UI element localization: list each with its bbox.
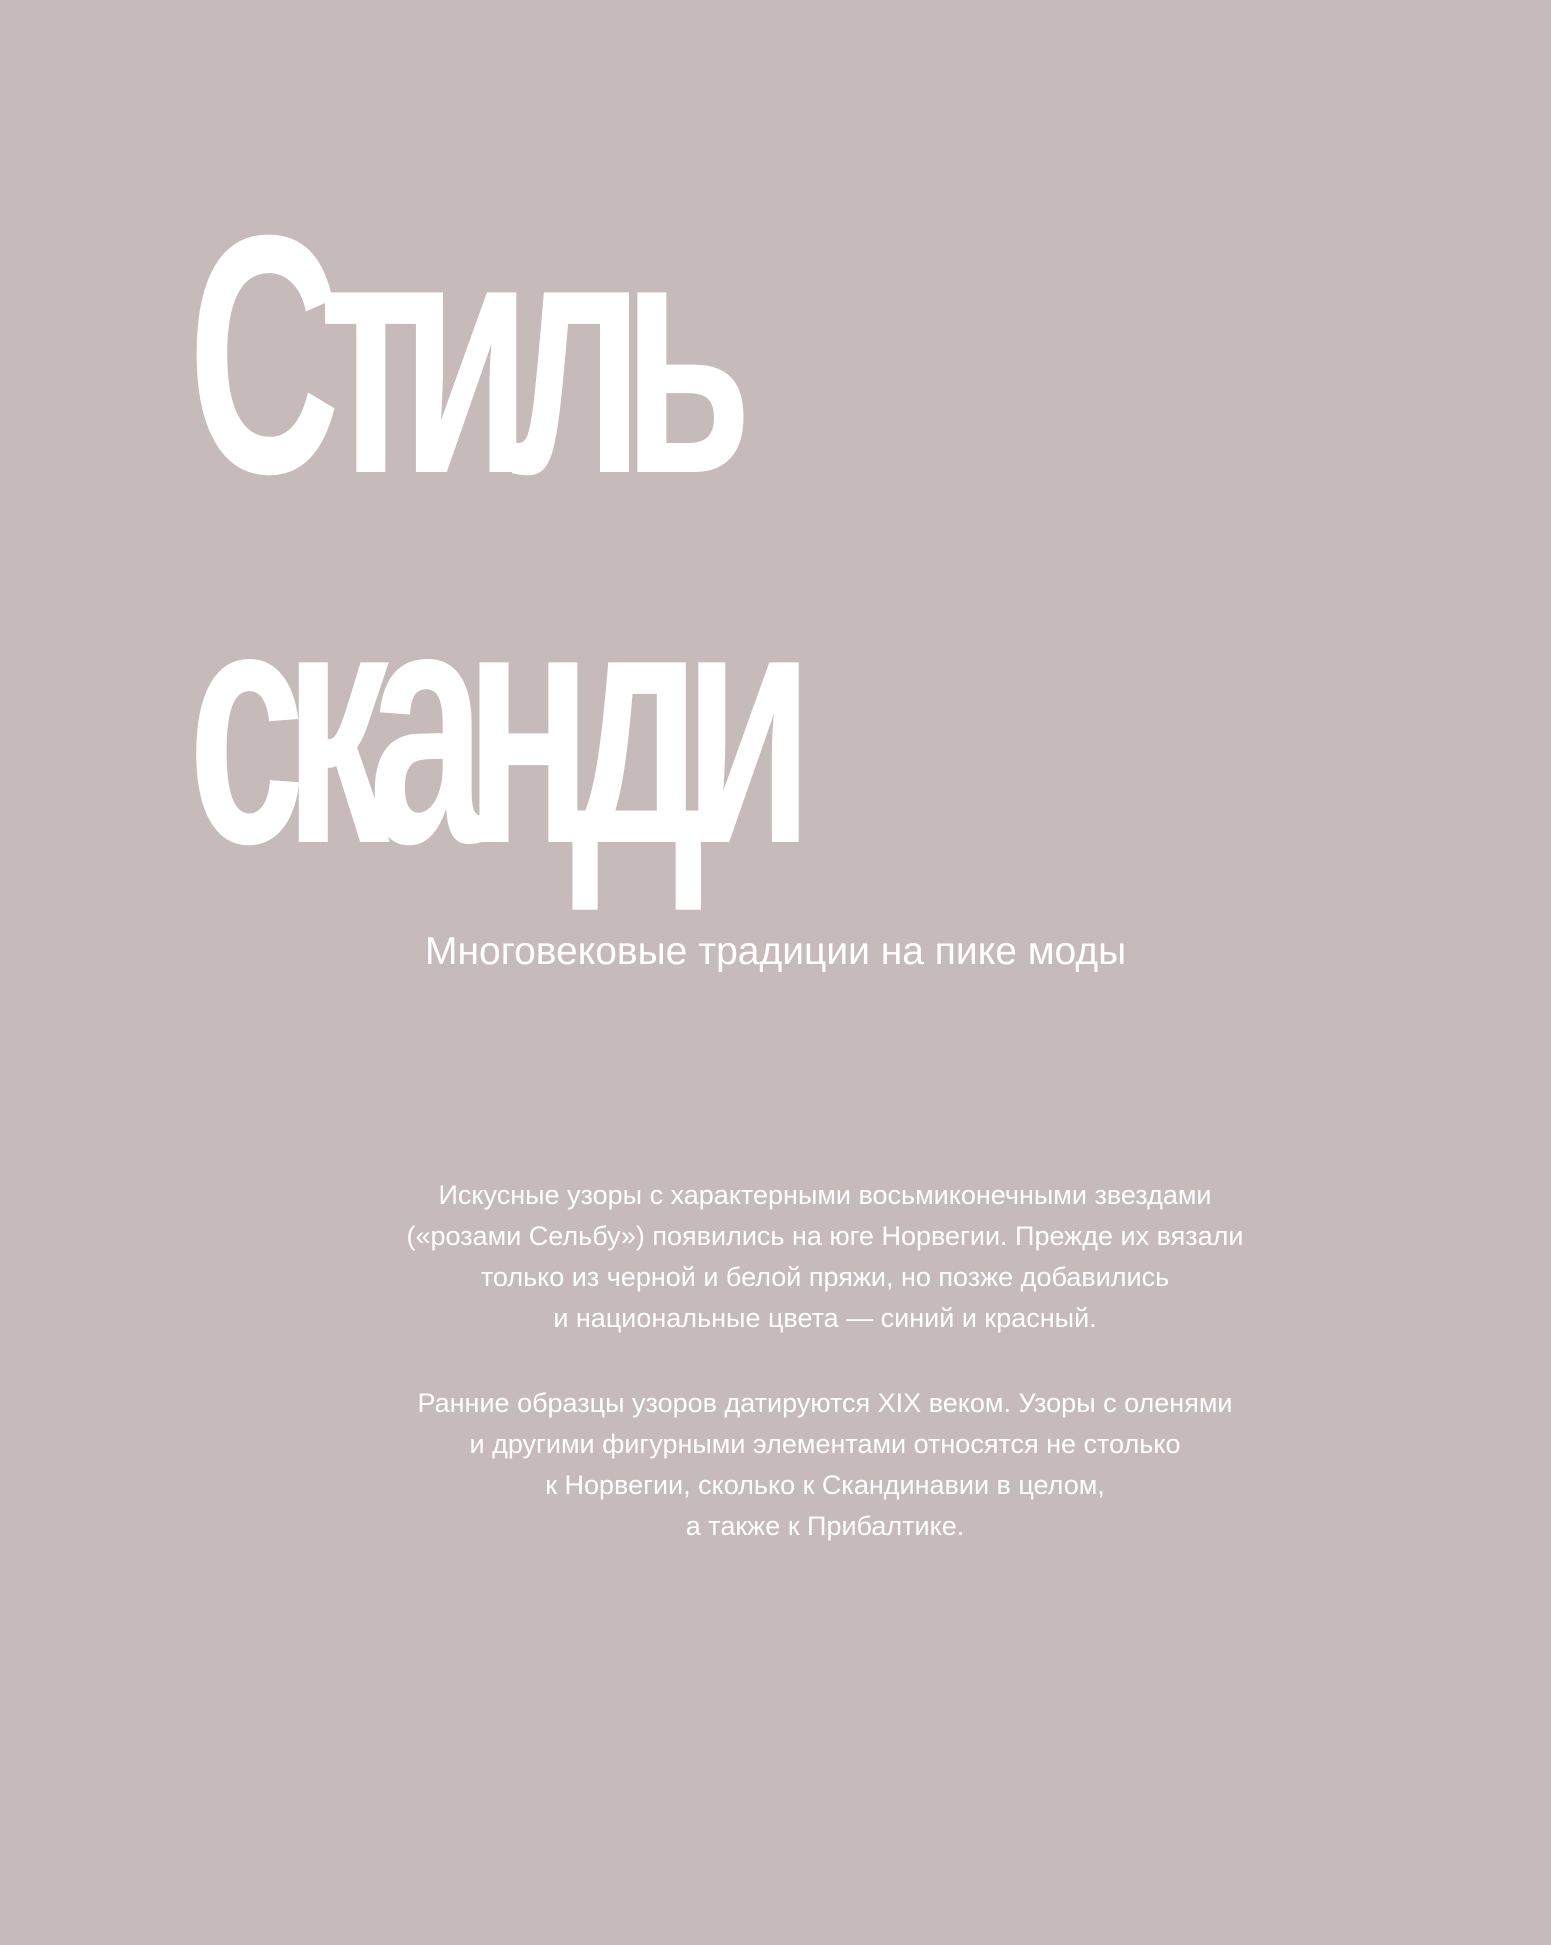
title-line-1: Стиль (188, 165, 732, 545)
paragraph-2 (300, 1383, 1350, 1547)
paragraph-2-line: а также к Прибалтике. (685, 1511, 965, 1541)
paragraph-2-line: Ранние образцы узоров датируются XIX веком. Узоры с оленями (417, 1388, 1233, 1418)
paragraph-2-line: и другими фигурными элементами относятся не столько (469, 1429, 1181, 1459)
paragraph-1 (300, 1175, 1350, 1339)
page-title (188, 165, 793, 915)
paragraph-1-line: и национальные цвета — синий и красный. (553, 1303, 1097, 1333)
paragraph-2-line: к Норвегии, сколько к Скандинавии в целом, (545, 1470, 1105, 1500)
paragraph-1-line: («розами Сельбу») появились на юге Норвегии. Прежде их вязали (406, 1221, 1244, 1251)
subtitle: Многовековые традиции на пике моды (425, 930, 1127, 973)
paragraph-1-line: Искусные узоры с характерными восьмиконечными звездами (438, 1180, 1212, 1210)
title-line-2: сканди (188, 535, 793, 915)
paragraph-1-line: только из черной и белой пряжи, но позже добавились (480, 1262, 1170, 1292)
